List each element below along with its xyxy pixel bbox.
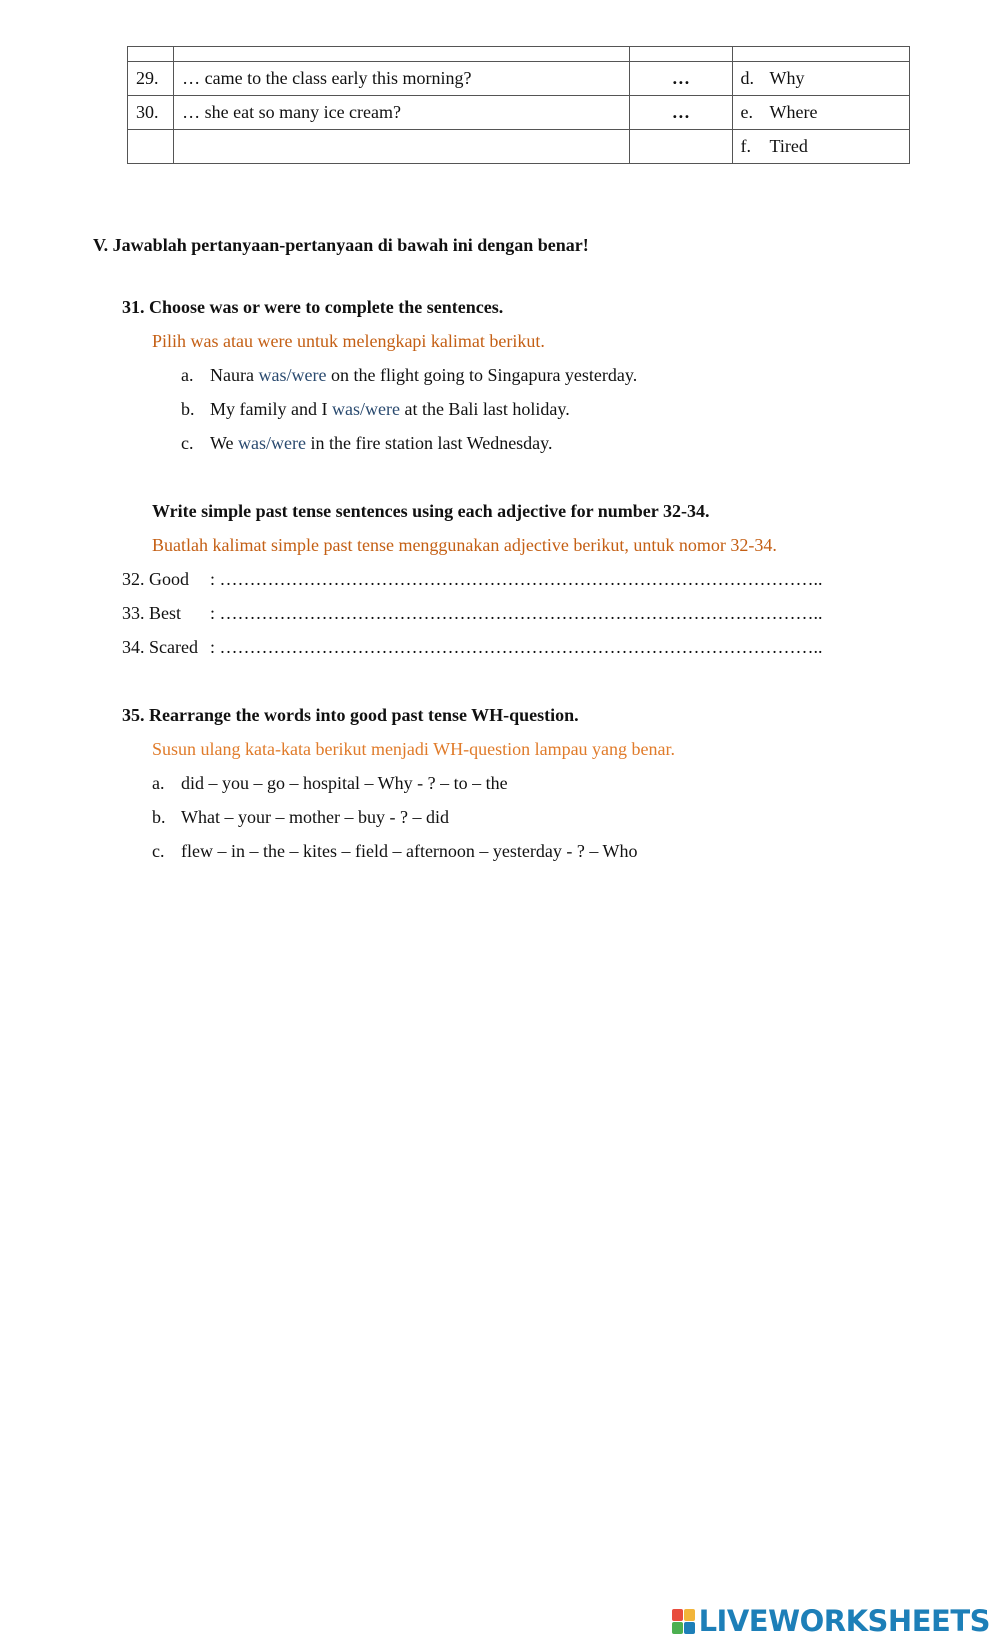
- logo-icon: [672, 1609, 695, 1634]
- question-number: [128, 130, 174, 164]
- answer-blank[interactable]: …: [630, 62, 732, 96]
- logo-square: [672, 1622, 683, 1634]
- sentence-start: Naura: [210, 365, 259, 385]
- logo-text: LIVEWORKSHEETS: [698, 1604, 990, 1638]
- table-row: [128, 96, 910, 130]
- list-item: [152, 841, 638, 862]
- list-item: [122, 569, 823, 590]
- item-label: b.: [152, 807, 166, 827]
- question-text: … came to the class early this morning?: [174, 62, 630, 96]
- option-text: Why: [769, 68, 805, 88]
- item-label: 32. Good: [122, 569, 189, 589]
- question-31-subtitle: Pilih was atau were untuk melengkapi kalimat berikut.: [152, 331, 545, 351]
- item-label: a.: [152, 773, 165, 793]
- question-text: [174, 130, 630, 164]
- question-35-title: 35. Rearrange the words into good past tense WH-question.: [122, 705, 579, 725]
- word-sequence: flew – in – the – kites – field – afternoon – yesterday - ? – Who: [181, 841, 638, 861]
- list-item: [181, 433, 553, 454]
- option-letter: d.: [740, 68, 755, 88]
- answer-line[interactable]: ………………………………………………………………………………………..: [219, 569, 823, 589]
- sentence-start: My family and I: [210, 399, 332, 419]
- question-35-subtitle: Susun ulang kata-kata berikut menjadi WH-question lampau yang benar.: [152, 739, 676, 759]
- question-text: … she eat so many ice cream?: [174, 96, 630, 130]
- sentence-end: on the flight going to Singapura yesterday.: [326, 365, 638, 385]
- separator: :: [210, 637, 216, 657]
- question-31-title: 31. Choose was or were to complete the sentences.: [122, 297, 504, 317]
- liveworksheets-logo[interactable]: [672, 1603, 990, 1639]
- option-letter: e.: [740, 102, 754, 122]
- logo-square: [684, 1622, 695, 1634]
- table-row: [128, 47, 910, 62]
- was-were-choice[interactable]: was/were: [331, 399, 400, 419]
- question-32-34-subtitle: Buatlah kalimat simple past tense menggunakan adjective berikut, untuk nomor 32-34.: [152, 535, 777, 555]
- list-item: [181, 399, 570, 420]
- option-text: Where: [769, 102, 818, 122]
- option: [732, 62, 909, 96]
- item-label: c.: [181, 433, 194, 453]
- question-32-34-title: Write simple past tense sentences using each adjective for number 32-34.: [152, 501, 710, 521]
- option: [732, 130, 909, 164]
- logo-square: [672, 1609, 683, 1621]
- answer-line[interactable]: ………………………………………………………………………………………..: [219, 603, 823, 623]
- list-item: [152, 807, 449, 828]
- sentence-start: We: [210, 433, 239, 453]
- item-label: c.: [152, 841, 165, 861]
- separator: :: [210, 603, 216, 623]
- question-number: 30.: [128, 96, 174, 130]
- answer-blank[interactable]: …: [630, 96, 732, 130]
- logo-square: [684, 1609, 695, 1621]
- item-label: a.: [181, 365, 194, 385]
- sentence-end: in the fire station last Wednesday.: [306, 433, 553, 453]
- answer-line[interactable]: ………………………………………………………………………………………..: [219, 637, 823, 657]
- list-item: [152, 773, 508, 794]
- option: [732, 96, 909, 130]
- question-number: 29.: [128, 62, 174, 96]
- was-were-choice[interactable]: was/were: [258, 365, 327, 385]
- item-label: 33. Best: [122, 603, 182, 623]
- table-row: [128, 130, 910, 164]
- answer-blank: [630, 130, 732, 164]
- word-sequence: did – you – go – hospital – Why - ? – to – the: [181, 773, 508, 793]
- list-item: [122, 603, 823, 624]
- sentence-end: at the Bali last holiday.: [399, 399, 570, 419]
- option-text: Tired: [769, 136, 808, 156]
- table-row: [128, 62, 910, 96]
- matching-table: [127, 46, 910, 164]
- option-letter: f.: [740, 136, 752, 156]
- item-label: 34. Scared: [122, 637, 198, 657]
- word-sequence: What – your – mother – buy - ? – did: [181, 807, 449, 827]
- list-item: [181, 365, 637, 386]
- section-heading: V. Jawablah pertanyaan-pertanyaan di bawah ini dengan benar!: [93, 235, 589, 255]
- was-were-choice[interactable]: was/were: [238, 433, 307, 453]
- separator: :: [210, 569, 216, 589]
- item-label: b.: [181, 399, 195, 419]
- list-item: [122, 637, 823, 658]
